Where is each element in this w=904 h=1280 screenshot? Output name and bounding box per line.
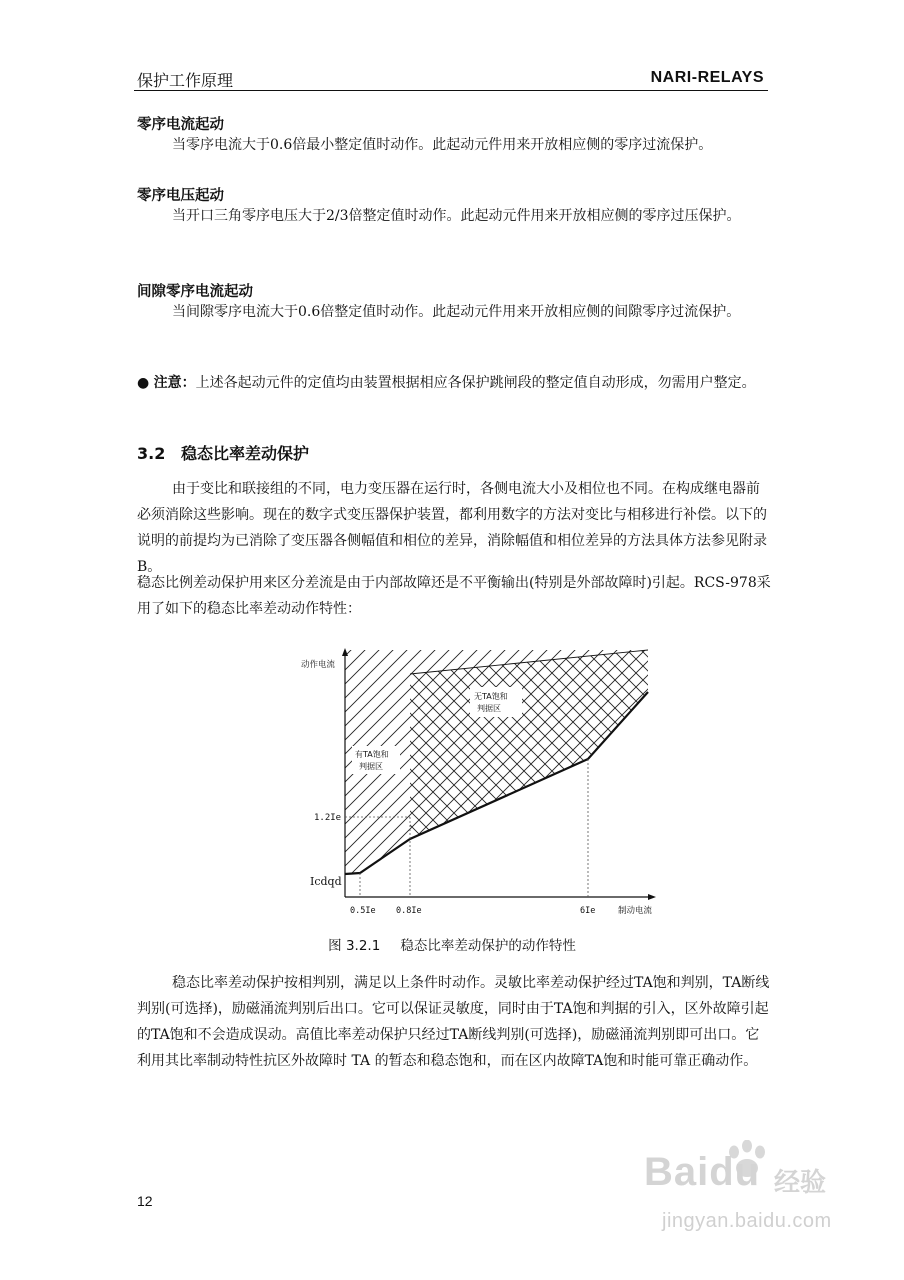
note-bullet-icon: ● bbox=[137, 375, 150, 391]
x-tick-0-5Ie: 0.5Ie bbox=[350, 906, 376, 916]
paragraph-intro: 由于变比和联接组的不同，电力变压器在运行时，各侧电流大小及相位也不同。在构成继电器前必须消除这些影响。现在的数字式变压器保护装置，都利用数字的方法对变比与相移进行补偿。以下的说明的前提均为已消除了变压器各侧幅值和相位的差异，消除幅值和相位差异的方法具体方法参见附录B。 bbox=[137, 481, 767, 575]
paragraph-explanation: 稳态比率差动保护按相判别，满足以上条件时动作。灵敏比率差动保护经过TA饱和判别，TA断线判别(可选择)，励磁涌流判别后出口。它可以保证灵敏度，同时由于TA饱和判据的引入，区外故障引起的TA饱和不会造成误动。高值比率差动保护只经过TA断线判别(可选择)，励磁涌流判别即可出口。它利用其比率制动特性抗区外故障时 TA 的暂态和稳态饱和，而在区内故障TA饱和时能可靠正确动作。 bbox=[137, 975, 770, 1069]
watermark bbox=[644, 1140, 844, 1250]
region-with-sat-line2: 判据区 bbox=[359, 762, 383, 771]
watermark-url: jingyan.baidu.com bbox=[662, 1210, 832, 1232]
region-no-sat-line1: 无TA饱和 bbox=[474, 692, 508, 701]
watermark-cn: 经验 bbox=[774, 1168, 827, 1198]
header-brand: NARI-RELAYS bbox=[650, 69, 764, 86]
x-tick-0-8Ie: 0.8Ie bbox=[396, 906, 422, 916]
figure-caption bbox=[0, 934, 904, 954]
x-tick-6Ie: 6Ie bbox=[580, 906, 596, 916]
x-axis-label: 制动电流 bbox=[618, 906, 653, 916]
section-title-zero-seq-current: 零序电流起动 bbox=[137, 117, 224, 133]
header-title: 保护工作原理 bbox=[137, 71, 234, 90]
y-tick-1-2Ie: 1.2Ie bbox=[314, 813, 342, 823]
heading-number: 3.2 bbox=[137, 444, 166, 463]
section-body-zero-seq-voltage: 当开口三角零序电压大于2/3倍整定值时动作。此起动元件用来开放相应侧的零序过压保护。 bbox=[172, 208, 741, 224]
section-body-gap-zero-seq-current: 当间隙零序电流大于0.6倍整定值时动作。此起动元件用来开放相应侧的间隙零序过流保护。 bbox=[172, 304, 741, 320]
characteristic-figure bbox=[300, 645, 660, 925]
figure-caption-text: 稳态比率差动保护的动作特性 bbox=[400, 938, 576, 954]
region-no-sat-line2: 判据区 bbox=[477, 704, 501, 713]
figure-caption-number: 图 3.2.1 bbox=[328, 938, 381, 954]
section-heading-3-2 bbox=[137, 441, 309, 464]
note-label: 注意： bbox=[153, 375, 196, 391]
watermark-brand: Baidu bbox=[644, 1150, 761, 1194]
y-axis-label: 动作电流 bbox=[301, 660, 336, 670]
characteristic-chart bbox=[300, 645, 660, 925]
region-with-sat-line1: 有TA饱和 bbox=[355, 750, 389, 759]
note-block bbox=[137, 370, 771, 396]
heading-title: 稳态比率差动保护 bbox=[181, 444, 310, 463]
page-number: 12 bbox=[137, 1193, 153, 1209]
section-title-zero-seq-voltage: 零序电压起动 bbox=[137, 188, 224, 204]
origin-label-icdqd: Icdqd bbox=[310, 875, 342, 888]
section-body-zero-seq-current: 当零序电流大于0.6倍最小整定值时动作。此起动元件用来开放相应侧的零序过流保护。 bbox=[172, 137, 713, 153]
note-text: 上述各起动元件的定值均由装置根据相应各保护跳闸段的整定值自动形成，勿需用户整定。 bbox=[195, 375, 756, 391]
section-title-gap-zero-seq-current: 间隙零序电流起动 bbox=[137, 284, 253, 300]
header-rule bbox=[134, 90, 768, 91]
paragraph-purpose: 稳态比例差动保护用来区分差流是由于内部故障还是不平衡输出(特别是外部故障时)引起。RCS-978采用了如下的稳态比率差动动作特性： bbox=[137, 575, 771, 617]
x-axis-arrow-icon bbox=[648, 894, 656, 900]
